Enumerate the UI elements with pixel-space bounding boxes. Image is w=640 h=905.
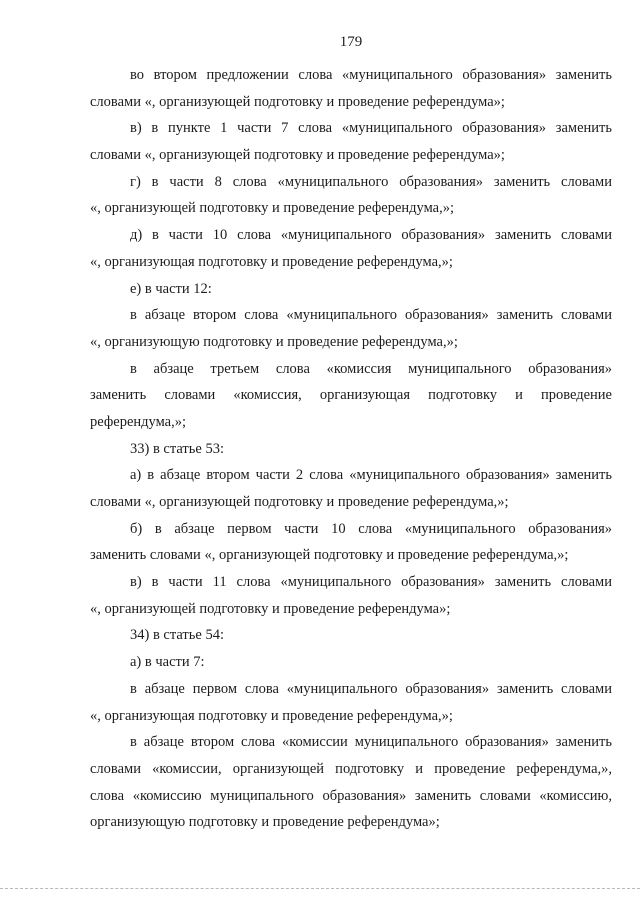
paragraph-line: «, организующая подготовку и проведение референдума,»; bbox=[90, 707, 453, 724]
paragraph-line: б) в абзаце первом части 10 слова «муниципального образования» bbox=[130, 520, 612, 537]
paragraph-line: словами «, организующей подготовку и проведение референдума»; bbox=[90, 147, 505, 164]
paragraph-line: организующую подготовку и проведение референдума»; bbox=[90, 814, 440, 831]
paragraph-line: в абзаце третьем слова «комиссия муниципального образования» bbox=[130, 360, 612, 377]
scan-edge-line bbox=[0, 888, 640, 889]
paragraph bbox=[90, 436, 612, 463]
paragraph-line: в абзаце втором слова «комиссии муниципального образования» заменить bbox=[130, 734, 612, 751]
paragraph-line: а) в абзаце втором части 2 слова «муниципального образования» заменить bbox=[130, 467, 612, 484]
paragraph bbox=[90, 62, 612, 115]
paragraph bbox=[90, 276, 612, 303]
paragraph-line: «, организующая подготовку и проведение референдума,»; bbox=[90, 253, 453, 270]
paragraph-line: 34) в статье 54: bbox=[130, 627, 224, 644]
paragraph bbox=[90, 222, 612, 275]
paragraph-line: е) в части 12: bbox=[130, 280, 212, 297]
paragraph-line: а) в части 7: bbox=[130, 654, 205, 671]
paragraph bbox=[90, 516, 612, 569]
paragraph bbox=[90, 729, 612, 836]
paragraph-line: «, организующей подготовку и проведение референдума»; bbox=[90, 600, 451, 617]
paragraph-line: словами «, организующей подготовку и проведение референдума»; bbox=[90, 93, 505, 110]
paragraph bbox=[90, 356, 612, 436]
paragraph-line: в абзаце первом слова «муниципального образования» заменить словами bbox=[130, 680, 612, 697]
paragraph-line: словами «, организующей подготовку и проведение референдума,»; bbox=[90, 494, 509, 510]
paragraph-line: во втором предложении слова «муниципального образования» заменить bbox=[130, 67, 612, 83]
paragraph-line: в абзаце втором слова «муниципального образования» заменить словами bbox=[130, 307, 612, 324]
paragraph bbox=[90, 169, 612, 222]
paragraph-line: «, организующей подготовку и проведение референдума,»; bbox=[90, 200, 455, 217]
paragraph bbox=[90, 676, 612, 729]
paragraph-line: 33) в статье 53: bbox=[130, 440, 224, 457]
paragraph-line: в) в части 11 слова «муниципального образования» заменить словами bbox=[130, 574, 612, 591]
paragraph-line: заменить словами «комиссия, организующая подготовку и проведение bbox=[90, 387, 612, 404]
paragraph bbox=[90, 649, 612, 676]
paragraph-line: д) в части 10 слова «муниципального образования» заменить словами bbox=[130, 227, 612, 244]
document-body bbox=[90, 62, 612, 836]
paragraph bbox=[90, 622, 612, 649]
paragraph-line: «, организующую подготовку и проведение референдума,»; bbox=[90, 333, 458, 350]
page-number: 179 bbox=[339, 34, 363, 50]
paragraph-line: г) в части 8 слова «муниципального образования» заменить словами bbox=[130, 173, 612, 190]
paragraph-line: референдума,»; bbox=[90, 413, 186, 430]
paragraph bbox=[90, 302, 612, 355]
paragraph-line: заменить словами «, организующей подготовку и проведение референдума,»; bbox=[90, 547, 569, 564]
paragraph bbox=[90, 115, 612, 168]
paragraph-line: слова «комиссию муниципального образования» заменить словами «комиссию, bbox=[90, 787, 612, 804]
paragraph-line: словами «комиссии, организующей подготовку и проведение референдума,», bbox=[90, 760, 612, 777]
paragraph-line: в) в пункте 1 части 7 слова «муниципального образования» заменить bbox=[130, 120, 612, 137]
paragraph bbox=[90, 569, 612, 622]
paragraph bbox=[90, 462, 612, 515]
